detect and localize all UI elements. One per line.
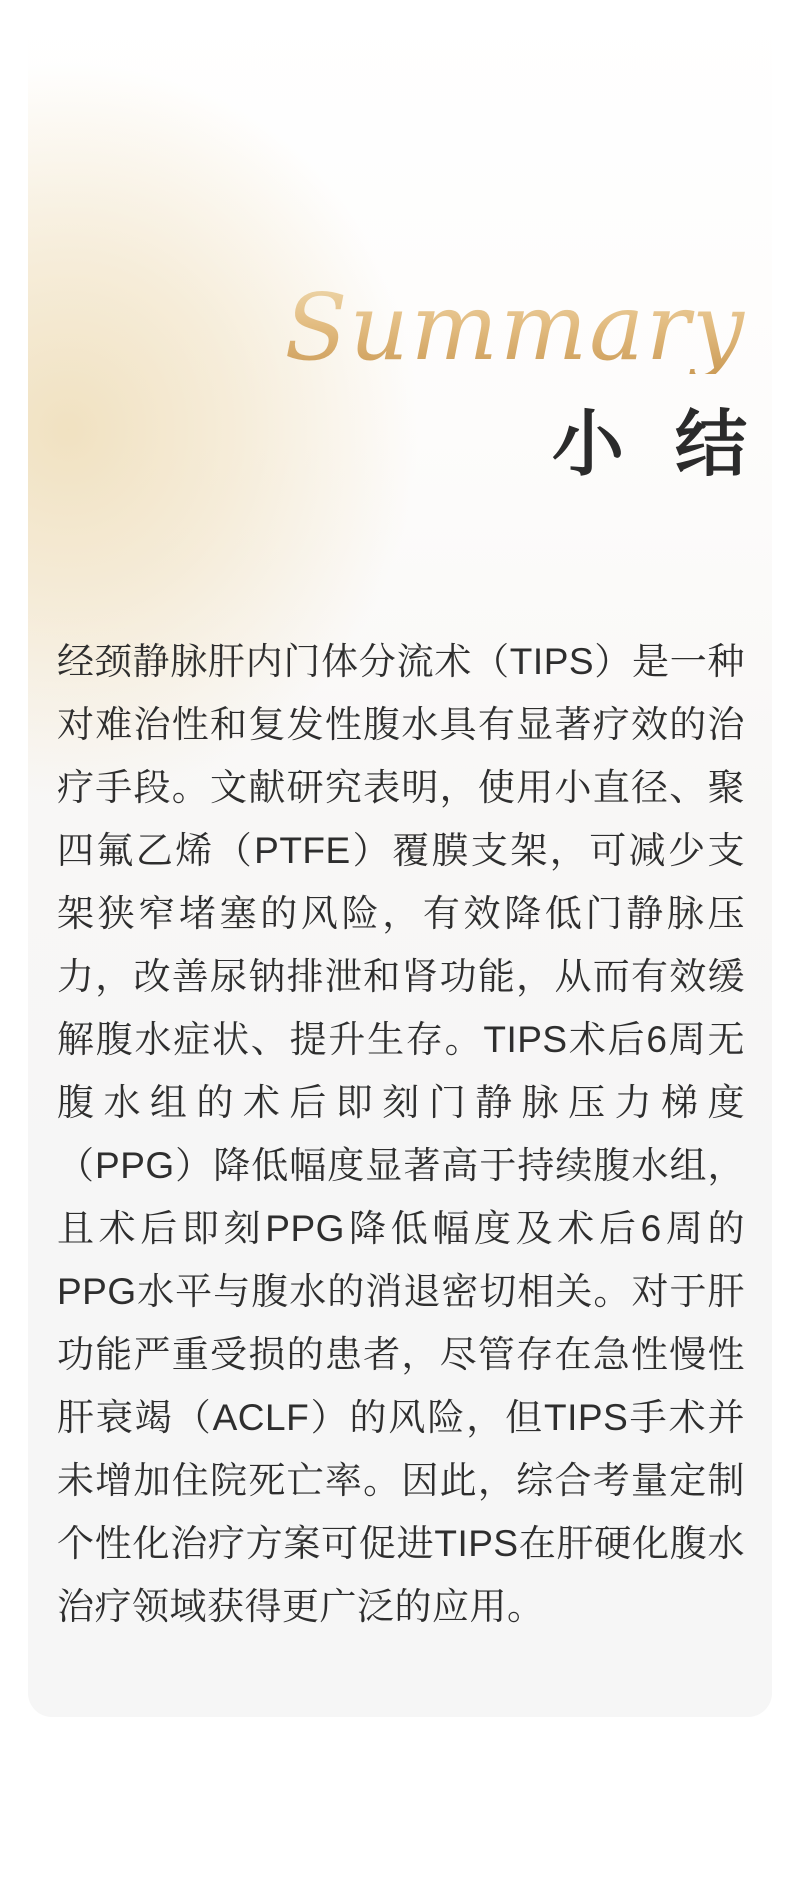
- summary-card: [28, 0, 772, 1717]
- section-title: 小 结: [551, 401, 753, 486]
- summary-paragraph: 经颈静脉肝内门体分流术（TIPS）是一种对难治性和复发性腹水具有显著疗效的治疗手段。文献研究表明，使用小直径、聚四氟乙烯（PTFE）覆膜支架，可减少支架狭窄堵塞的风险，有效降低门静脉压力，改善尿钠排泄和肾功能，从而有效缓解腹水症状、提升生存。TIPS术后6周无腹水组的术后即刻门静脉压力梯度（PPG）降低幅度显著高于持续腹水组，且术后即刻PPG降低幅度及术后6周的PPG水平与腹水的消退密切相关。对于肝功能严重受损的患者，尽管存在急性慢性肝衰竭（ACLF）的风险，但TIPS手术并未增加住院死亡率。因此，综合考量定制个性化治疗方案可促进TIPS在肝硬化腹水治疗领域获得更广泛的应用。: [57, 641, 745, 1627]
- summary-script-title: Summary: [284, 274, 746, 381]
